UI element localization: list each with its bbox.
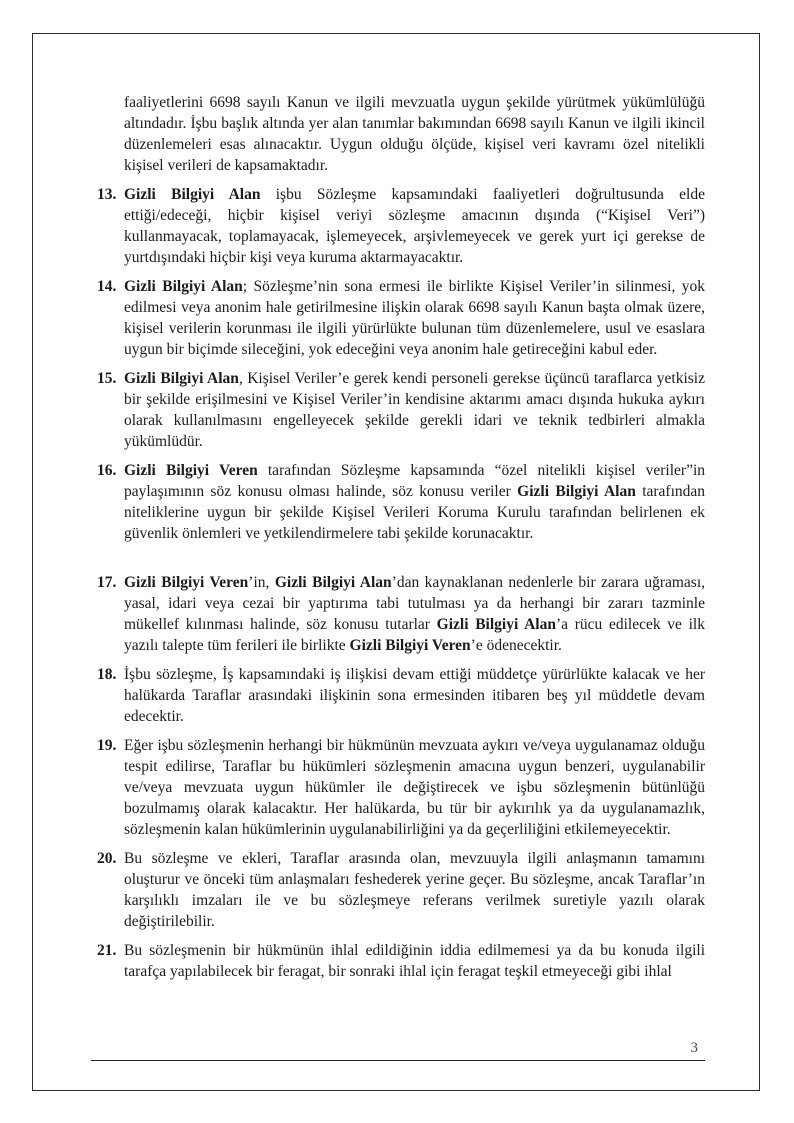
party-name-bold: Gizli Bilgiyi Alan [124, 186, 261, 203]
clause-text-segment: faaliyetlerini 6698 sayılı Kanun ve ilgili mevzuatla uygun şekilde yürütmek yükümlülüğü altındadır. İşbu başlık altında yer alan tanımlar bakımından 6698 sayılı Kanun ve ilgili ikincil düzenlemeleri esas alınacaktır. Uygun olduğu ölçüde, kişisel veri kavramı özel nitelikli kişisel verileri de kapsamaktadır. [124, 94, 705, 174]
clause-text-segment: İşbu sözleşme, İş kapsamındaki iş ilişkisi devam ettiği müddetçe yürürlükte kalacak ve her halükarda Taraflar arasındaki ilişkinin sona ermesinden itibaren beş yıl müddetle devam edecektir. [124, 666, 705, 725]
clause-text [124, 460, 705, 544]
clause-text [124, 735, 705, 840]
clause-text [124, 664, 705, 727]
clause-text [124, 940, 705, 982]
party-name-bold: Gizli Bilgiyi Veren [124, 574, 249, 591]
page-footer [91, 1038, 705, 1061]
clause-text [124, 572, 705, 656]
clause-number: 15. [97, 370, 117, 387]
party-name-bold: Gizli Bilgiyi Alan [436, 616, 556, 633]
clause-list [97, 184, 705, 982]
clause-item [97, 848, 705, 932]
clause-item [97, 368, 705, 452]
clause-text-segment: , Kişisel Veriler’e gerek kendi personeli gerekse üçüncü taraflarca yetkisiz bir şekilde erişilmesini ve Kişisel Veriler’in kendisine aktarımı amacı dışında hukuka aykırı olarak kullanılmasını engelleyecek şekilde gerekli idari ve teknik tedbirleri almakla yükümlüdür. [124, 370, 705, 450]
clause-item [97, 735, 705, 840]
clause-number: 13. [97, 186, 117, 203]
party-name-bold: Gizli Bilgiyi Alan [124, 278, 243, 295]
clause-text-segment: Bu sözleşme ve ekleri, Taraflar arasında olan, mevzuuyla ilgili anlaşmanın tamamını oluşturur ve önceki tüm anlaşmaları feshederek yerine geçer. Bu sözleşme, ancak Taraflar’ın karşılıklı imzaları ile ve bu sözleşmeye referans verilmek suretiyle yazılı olarak değiştirilebilir. [124, 850, 705, 930]
clause-text-segment: tarafından niteliklerine uygun bir şekilde Kişisel Verileri Koruma Kurulu tarafından belirlenen ek güvenlik önlemleri ve yetkilendirmelere tabi şekilde korunacaktır. [124, 483, 706, 542]
clause-text-segment: Bu sözleşmenin bir hükmünün ihlal edildiğinin iddia edilmemesi ya da bu konuda ilgili tarafça yapılabilecek bir feragat, bir sonraki ihlal için feragat teşkil etmeyeceği gibi ihlal [124, 942, 705, 980]
clause-number: 19. [97, 737, 117, 754]
clause-item [97, 184, 705, 268]
clause-item [97, 572, 705, 656]
clause-number: 17. [97, 574, 117, 591]
clause-text [124, 276, 705, 360]
clause-number: 16. [97, 462, 117, 479]
document-content [97, 92, 705, 982]
clause-item [97, 460, 705, 544]
party-name-bold: Gizli Bilgiyi Alan [274, 574, 392, 591]
clause-number: 21. [97, 942, 117, 959]
clause-text-segment: ’in, [248, 574, 275, 591]
clause-item [97, 940, 705, 982]
clause-text [124, 184, 705, 268]
clause-text-segment: tarafından Sözleşme kapsamında “özel nitelikli kişisel veriler”in paylaşımının söz konusu olması halinde, söz konusu veriler [124, 462, 706, 500]
clause-item [97, 276, 705, 360]
clause-text-segment: Eğer işbu sözleşmenin herhangi bir hükmünün mevzuata aykırı ve/veya uygulanamaz olduğu tespit edilirse, Taraflar bu hükümleri sözleşmenin amacına uygun benzeri, uygulanabilir ve/veya mevzuata uygun hükümler ile değiştirecek ve işbu sözleşmenin bütünlüğü bozulmamış olarak kalacaktır. Her halükarda, bu tür bir aykırılık ya da uygulanamazlık, sözleşmenin kalan hükümlerinin uygulanabilirliğini ya da geçerliliğini etkilemeyecektir. [124, 737, 705, 838]
clause-text-segment: ; Sözleşme’nin sona ermesi ile birlikte Kişisel Veriler’in silinmesi, yok edilmesi veya anonim hale getirilmesine ilişkin olarak 6698 sayılı Kanun başta olmak üzere, kişisel verilerin korunması ile ilgili yürürlükte bulunan tüm düzenlemelere, usul ve esaslara uygun bir biçimde sileceğini, yok edeceğini veya anonim hale getireceğini kabul eder. [124, 278, 705, 358]
clause-text-segment: ’e ödenecektir. [470, 637, 562, 654]
clause-number: 18. [97, 666, 117, 683]
clause-text-segment: ’a rücu edilecek ve ilk yazılı talepte tüm ferileri ile birlikte [124, 616, 705, 654]
page-number: 3 [690, 1040, 698, 1056]
party-name-bold: Gizli Bilgiyi Alan [124, 370, 239, 387]
party-name-bold: Gizli Bilgiyi Alan [517, 483, 636, 500]
party-name-bold: Gizli Bilgiyi Veren [349, 637, 471, 654]
clause-item [97, 664, 705, 727]
clause-number: 14. [97, 278, 117, 295]
clause-number: 20. [97, 850, 117, 867]
clause-text [124, 368, 705, 452]
clause-text [124, 848, 705, 932]
intro-paragraph [124, 92, 705, 176]
clause-text-segment: işbu Sözleşme kapsamındaki faaliyetleri doğrultusunda elde ettiği/edeceği, hiçbir kişisel veriyi sözleşme amacının dışında (“Kişisel Veri”) kullanmayacak, toplamayacak, işlemeyecek, arşivlemeyecek ve gerek yurt içi gerekse de yurtdışındaki hiçbir kişi veya kuruma aktarmayacaktır. [124, 186, 705, 266]
party-name-bold: Gizli Bilgiyi Veren [124, 462, 258, 479]
clause-text-segment: ’dan kaynaklanan nedenlerle bir zarara uğraması, yasal, idari veya cezai bir yaptırıma tabi tutulması ya da herhangi bir zararı tazminle mükellef kılınması halinde, söz konusu tutarlar [124, 574, 706, 633]
